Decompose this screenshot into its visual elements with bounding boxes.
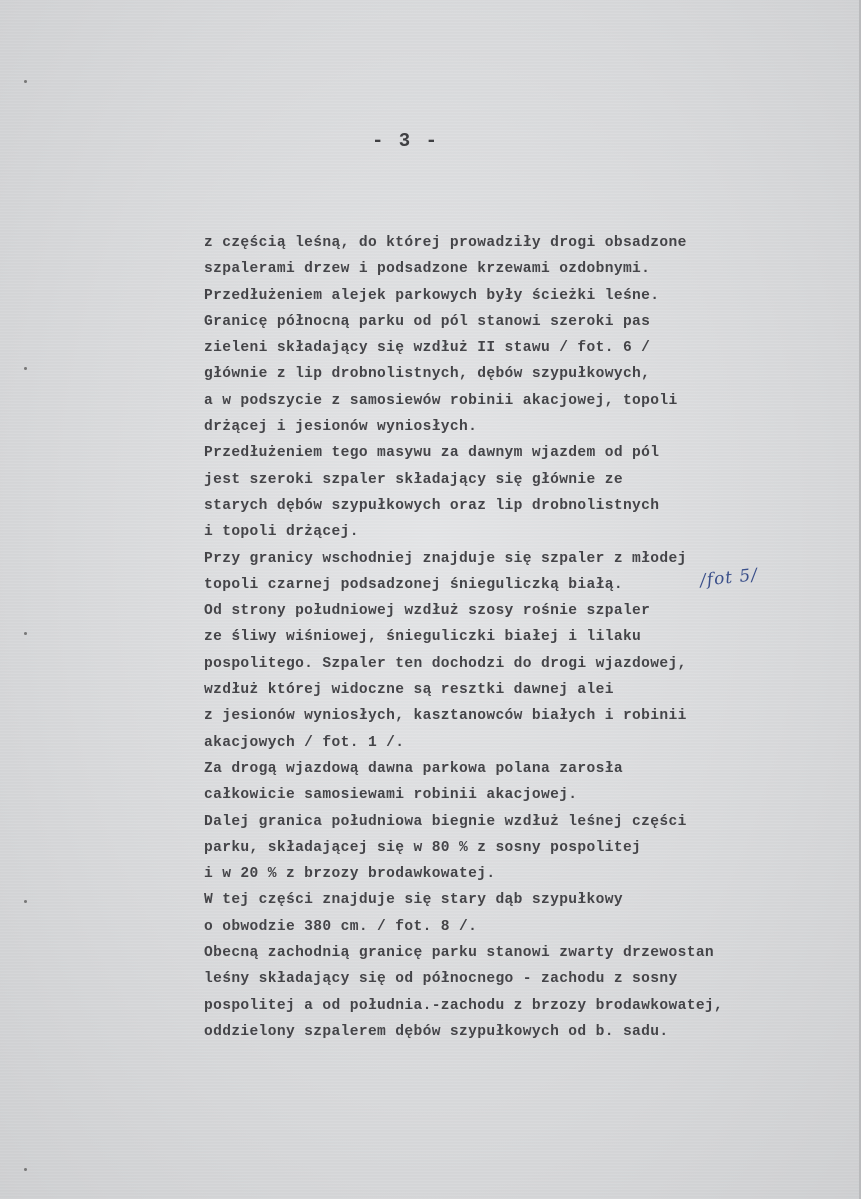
text-line: o obwodzie 380 cm. / fot. 8 /. [204,918,478,935]
text-line: parku, składającej się w 80 % z sosny pospolitej [204,839,642,856]
text-line: Od strony południowej wzdłuż szosy rośnie szpaler [204,603,651,620]
text-line: z częścią leśną, do której prowadziły drogi obsadzone [204,235,687,251]
text-line: topoli czarnej podsadzonej śnieguliczką białą. [204,576,623,593]
punch-mark [24,80,27,83]
text-line: oddzielony szpalerem dębów szypułkowych od b. sadu. [204,1023,669,1040]
text-line: zieleni składający się wzdłuż II stawu / fot. 6 / [204,340,651,357]
body-text [204,230,844,1045]
text-line: całkowicie samosiewami robinii akacjowej. [204,787,578,804]
punch-mark [24,367,27,370]
text-line: Przedłużeniem tego masywu za dawnym wjazdem od pól [204,445,660,462]
text-line: a w podszycie z samosiewów robinii akacjowej, topoli [204,392,678,409]
text-line: i w 20 % z brzozy brodawkowatej. [204,866,496,883]
punch-mark [24,632,27,635]
text-line: drżącej i jesionów wyniosłych. [204,419,478,436]
text-line: głównie z lip drobnolistnych, dębów szypułkowych, [204,366,651,383]
text-line: wzdłuż której widoczne są resztki dawnej alei [204,682,614,699]
text-line: i topoli drżącej. [204,524,359,541]
text-line: W tej części znajduje się stary dąb szypułkowy [204,892,623,909]
text-line: ze śliwy wiśniowej, śnieguliczki białej i lilaku [204,629,642,646]
punch-mark [24,900,27,903]
punch-mark [24,1168,27,1171]
text-line: jest szeroki szpaler składający się głównie ze [204,471,623,488]
text-line: pospolitej a od południa.-zachodu z brzozy brodawkowatej, [204,997,724,1014]
text-line: szpalerami drzew i podsadzone krzewami ozdobnymi. [204,261,651,278]
text-line: akacjowych / fot. 1 /. [204,734,405,751]
text-line: Obecną zachodnią granicę parku stanowi zwarty drzewostan [204,945,715,962]
text-line: Za drogą wjazdową dawna parkowa polana zarosła [204,760,623,777]
page-number: - 3 - [372,130,440,152]
text-line: Przy granicy wschodniej znajduje się szpaler z młodej [204,550,687,567]
handwritten-photo-note: /fot 5/ [699,565,759,591]
text-line: leśny składający się od północnego - zachodu z sosny [204,971,678,988]
text-line: Przedłużeniem alejek parkowych były ścieżki leśne. [204,287,660,304]
text-line: Dalej granica południowa biegnie wzdłuż leśnej części [204,813,687,830]
text-line: Granicę północną parku od pól stanowi szeroki pas [204,313,651,330]
text-line: starych dębów szypułkowych oraz lip drobnolistnych [204,497,660,514]
text-line: z jesionów wyniosłych, kasztanowców białych i robinii [204,708,687,725]
text-line: pospolitego. Szpaler ten dochodzi do drogi wjazdowej, [204,655,687,672]
